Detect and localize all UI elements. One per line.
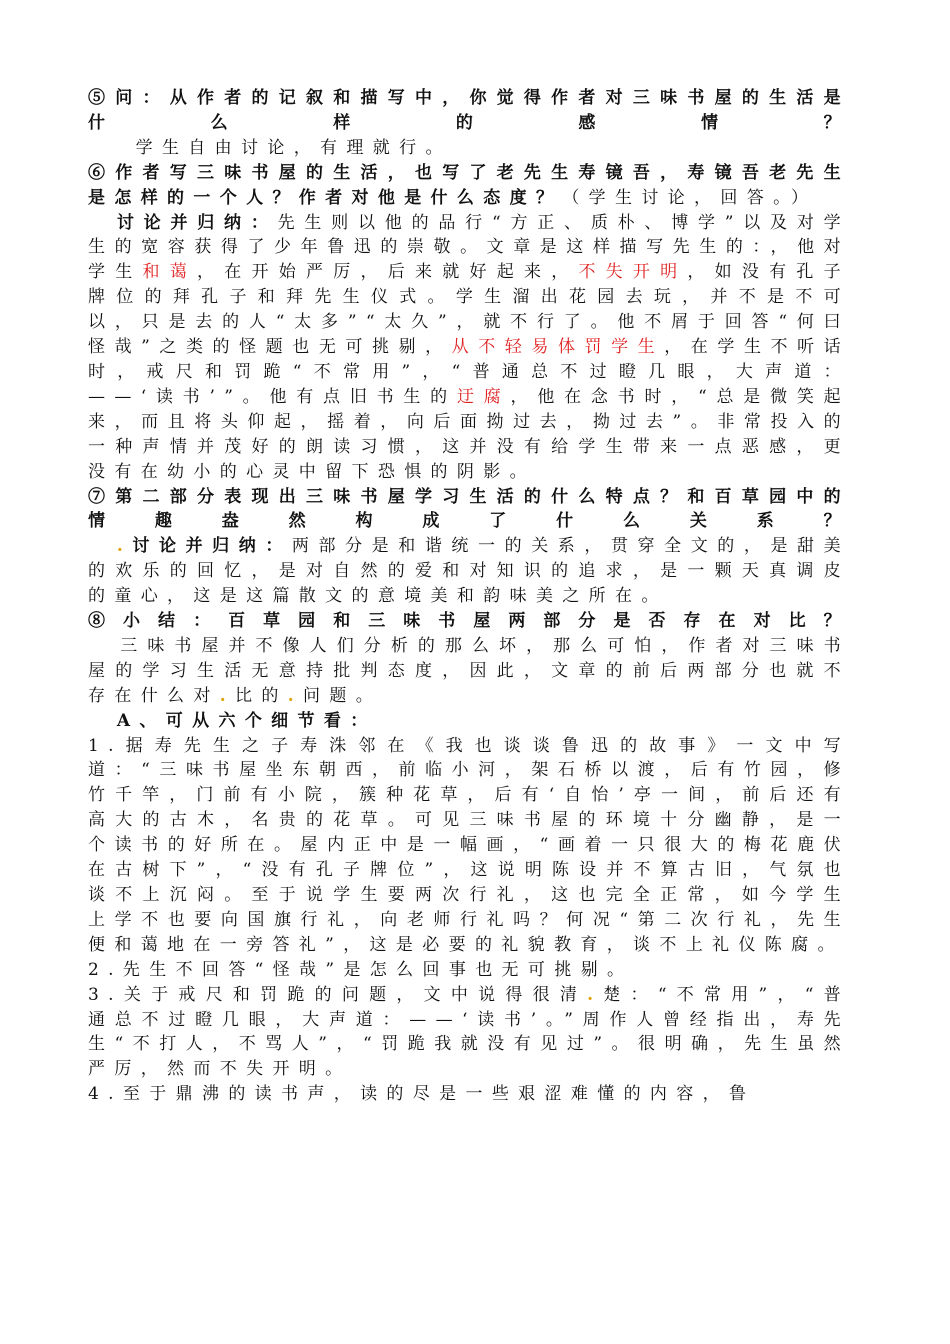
text-run: ，在学生不听话时，戒尺和罚跪“不常用”，“普通总不过瞪几眼，大声道：——‘读书’”。他有点旧书生的 xyxy=(88,337,851,407)
emphasis-dot: . xyxy=(116,536,133,557)
text-run: ，如没有孔子牌位的拜孔子和拜先生仪式。学生溜出花园去玩，并不是不可以，只是去的人“太多”“太久”，就不行了。他不屑于回答“何曰怪哉”之类的怪题也无可挑剔， xyxy=(88,262,850,358)
text-run: （学生讨论，回答。） xyxy=(562,187,818,208)
paragraph xyxy=(88,709,850,734)
paragraph xyxy=(88,86,850,136)
text-run: 问题。 xyxy=(303,685,383,706)
paragraph xyxy=(88,485,850,535)
highlight-text: 不失开明 xyxy=(578,262,688,283)
text-run: 三味书屋并不像人们分析的那么坏，那么可怕，作者对三味书屋的学习生活无意持批判态度，因此，文章的前后两部分也就不存在什么对 xyxy=(88,635,850,706)
text-run: ⑧小结：百草园和三味书屋两部分是否存在对比？ xyxy=(88,611,850,632)
text-run: 3.关于戒尺和罚跪的问题，文中说得很清 xyxy=(88,984,588,1005)
paragraph xyxy=(88,983,850,1083)
document-body xyxy=(88,86,850,1107)
text-run: 4.至于鼎沸的读书声，读的尽是一些艰涩难懂的内容，鲁 xyxy=(88,1084,756,1105)
text-run: 1.据寿先生之子寿洙邻在《我也谈谈鲁迅的故事》一文中写道：“三味书屋坐东朝西，前临小河，架石桥以渡，后有竹园，修竹千竿，门前有小院，簇种花草，后有‘自怡’亭一间，前后还有高大的古木，名贵的花草。可见三味书屋的环境十分幽静，是一个读书的好所在。屋内正中是一幅画，“画着一只很大的梅花鹿伏在古树下”，“没有孔子牌位”，这说明陈设并不算古旧，气氛也谈不上沉闷。至于说学生要两次行礼，这也完全正常，如今学生上学不也要向国旗行礼，向老师行礼吗？何况“第二次行礼，先生便和蔼地在一旁答礼”，这是必要的礼貌教育，谈不上礼仪陈腐。 xyxy=(88,735,850,955)
text-run: 学生自由讨论，有理就行。 xyxy=(135,137,452,158)
emphasis-dot: . xyxy=(219,685,236,706)
paragraph xyxy=(88,211,850,485)
paragraph xyxy=(88,136,850,161)
paragraph xyxy=(88,534,850,609)
paragraph xyxy=(88,958,850,983)
paragraph xyxy=(88,734,850,958)
emphasis-dot: . xyxy=(287,685,304,706)
bold-text: 讨论并归纳： xyxy=(116,212,278,233)
highlight-text: 从不轻易体罚学生 xyxy=(451,337,665,358)
text-run: 比的 xyxy=(235,685,288,706)
paragraph xyxy=(88,1082,850,1107)
bold-text: ⑥作者写三味书屋的生活，也写了老先生寿镜吾，寿镜吾老先生是怎样的一个人？作者对他是什么态度？ xyxy=(88,162,850,208)
paragraph xyxy=(88,634,850,709)
text-run: 两部分是和谐统一的关系，贯穿全文的，是甜美的欢乐的回忆，是对自然的爱和对知识的追求，是一颗天真调皮的童心，这是这篇散文的意境美和韵味美之所在。 xyxy=(88,536,850,607)
text-run: ⑤问：从作者的记叙和描写中，你觉得作者对三味书屋的生活是什么样的感情？ xyxy=(88,88,850,133)
text-run: ，在开始严厉，后来就好起来， xyxy=(197,262,579,283)
bold-text: 讨论并归纳： xyxy=(132,536,292,557)
text-run: 楚：“不常用”，“普通总不过瞪几眼，大声道：——‘读书’。”周作人曾经指出，寿先生“不打人，不骂人”，“罚跪我就没有见过”。很明确，先生虽然严厉，然而不失开明。 xyxy=(88,984,851,1080)
highlight-text: 迂腐 xyxy=(456,386,511,407)
text-run: 先生则以他的品行“方正、质朴、博学”以及对学生的宽容获得了少年鲁迅的崇敬。文章是这样描写先生的：，他对学生 xyxy=(88,212,850,283)
highlight-text: 和蔼 xyxy=(142,262,197,283)
text-run: ⑦第二部分表现出三味书屋学习生活的什么特点？和百草园中的情趣盎然构成了什么关系？ xyxy=(88,486,850,532)
paragraph xyxy=(88,609,850,634)
text-run: 2.先生不回答“怪哉”是怎么回事也无可挑剔。 xyxy=(88,959,634,980)
paragraph xyxy=(88,161,850,211)
emphasis-dot: . xyxy=(587,984,603,1005)
text-run: ，他在念书时，“总是微笑起来，而且将头仰起，摇着，向后面拗过去，拗过去”。非常投入的一种声情并茂好的朗读习惯，这并没有给学生带来一点恶感，更没有在幼小的心灵中留下恐惧的阴影。 xyxy=(88,386,851,482)
bold-text: A、可从六个细节看： xyxy=(116,710,377,731)
